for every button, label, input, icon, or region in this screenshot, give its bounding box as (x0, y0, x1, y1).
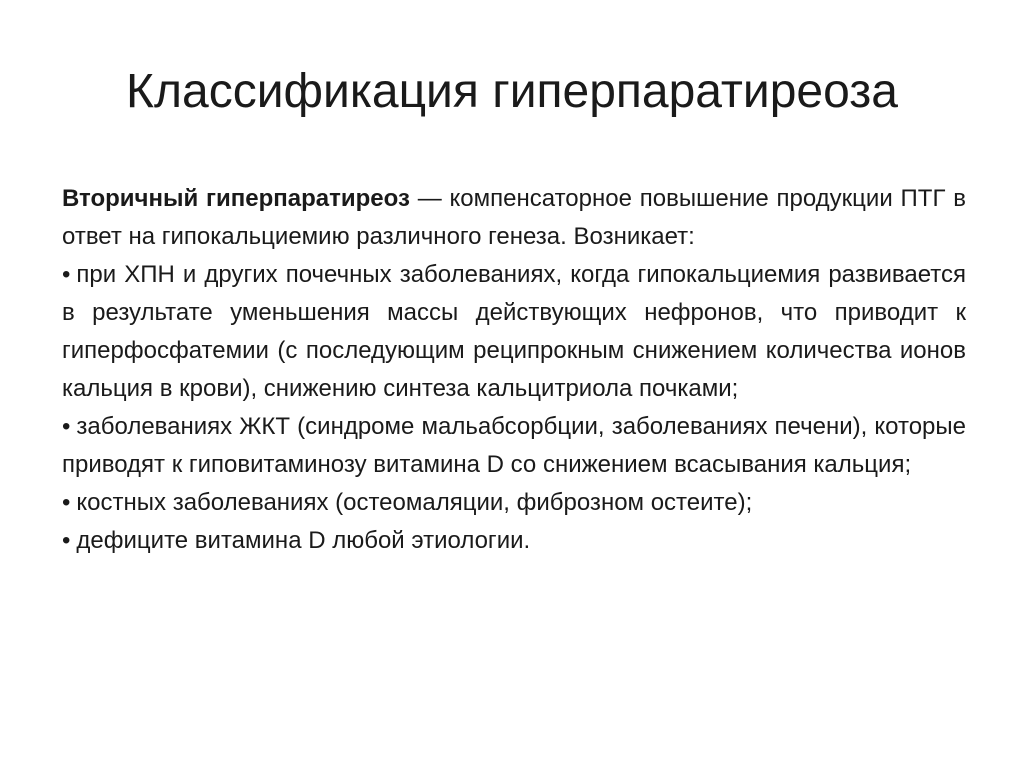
bullet-icon: • (62, 527, 71, 554)
bullet-text: костных заболеваниях (остеомаляции, фиброзном остеите); (76, 489, 753, 516)
bullet-text: заболеваниях ЖКТ (синдроме мальабсорбции, заболеваниях печени), которые приводят к гиповитаминозу витамина D со снижением всасывания кальция; (62, 413, 966, 478)
bullet-item (62, 256, 966, 408)
intro-term: Вторичный гиперпаратиреоз (62, 185, 410, 212)
bullet-text: при ХПН и других почечных заболеваниях, когда гипокальциемия развивается в результате уменьшения массы действующих нефронов, что приводит к гиперфосфатемии (с последующим реципрокным снижением количества ионов кальция в крови), снижению синтеза кальцитриола почками; (62, 261, 966, 402)
bullet-item (62, 522, 966, 560)
bullet-icon: • (62, 489, 71, 516)
intro-paragraph (62, 180, 966, 256)
bullet-item (62, 484, 966, 522)
bullet-text: дефиците витамина D любой этиологии. (76, 527, 531, 554)
slide-body (62, 180, 966, 560)
intro-definition: — компенсаторное повышение продукции ПТГ в ответ на гипокальциемию различного генеза. Возникает: (62, 185, 966, 250)
bullet-item (62, 408, 966, 484)
slide-title: Классификация гиперпаратиреоза (126, 65, 898, 118)
bullet-icon: • (62, 413, 71, 440)
bullet-icon: • (62, 261, 71, 288)
bullet-list (62, 256, 966, 560)
